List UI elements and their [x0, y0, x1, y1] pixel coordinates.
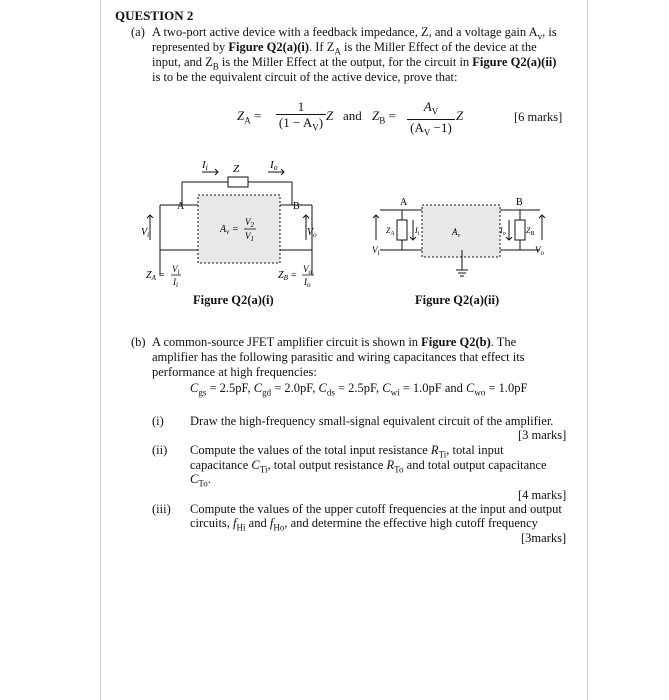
part-a-line3-sub: B: [212, 61, 219, 72]
fig1-label-za-den: $I_i$: [173, 277, 178, 289]
fig1-label-zb-den: $I_o$: [304, 277, 311, 289]
subpart-iii-marks: [3marks]: [521, 531, 567, 545]
part-a-label: (a): [131, 25, 145, 39]
fig2-label-gain: $A_v$: [452, 227, 461, 239]
part-a-line4: is to be the equivalent circuit of the active device, prove that:: [152, 70, 458, 84]
part-a-line2-pre: represented by: [152, 40, 229, 54]
part-a-line3-pre: input, and Z: [152, 55, 213, 69]
part-a-fig-ref: Figure Q2(a)(i): [228, 40, 310, 54]
subpart-i-marks: [3 marks]: [518, 428, 567, 442]
subpart-i-text: Draw the high-frequency small-signal equivalent circuit of the amplifier.: [190, 414, 554, 428]
part-a-line1-tail: , is: [542, 25, 557, 39]
question-title: QUESTION 2: [115, 8, 194, 23]
part-b-line1: A common-source JFET amplifier circuit is shown in Figure Q2(b). The: [152, 335, 517, 349]
equation-za-den: $(1 - A_V)$: [278, 115, 324, 133]
fig1-label-zb-eq: $Z_B$ =: [278, 270, 298, 282]
equation-za-tail: Z: [326, 108, 334, 123]
fig2-label-ii: $I_i$: [415, 226, 420, 237]
figure-q2-a-ii-caption: Figure Q2(a)(ii): [415, 293, 500, 307]
fig2-label-vi: $V_i$: [372, 245, 380, 257]
fig1-label-gain: $A_v$ =: [220, 224, 239, 236]
fig1-device-box: [198, 195, 280, 263]
part-a-line1-text: A two-port active device with a feedback impedance, Z, and a voltage gain A: [152, 25, 538, 39]
part-a-line3-bold: Figure Q2(a)(ii): [472, 55, 557, 69]
fig1-label-z: Z: [233, 163, 240, 175]
part-a-marks: [6 marks]: [514, 110, 563, 124]
fig1-label-zb-num: $V_o$: [303, 264, 312, 276]
equation-zb-tail: Z: [456, 108, 464, 123]
subpart-ii-num: (ii): [152, 443, 168, 457]
subpart-i-num: (i): [152, 414, 164, 428]
equation-and: and: [343, 108, 362, 123]
subpart-ii-line2: capacitance $C_{Ti}$, total output resistance $R_{To}$ and total output capacitance: [190, 458, 547, 475]
subpart-iii-line2: circuits, $f_{Hi}$ and $f_{Ho}$, and determine the effective high cutoff frequency: [190, 516, 538, 533]
equation-za-fraction: [276, 100, 326, 136]
fig1-label-a: A: [177, 201, 185, 212]
part-a-line2-if: . If Z: [309, 40, 335, 54]
equation-zb-fraction: [407, 100, 455, 140]
fig1-label-za-num: $V_i$: [172, 264, 180, 276]
part-b-label: (b): [131, 335, 146, 349]
equation-zb-den: $(A_V -1)$: [410, 119, 452, 138]
subpart-iii-num: (iii): [152, 502, 171, 516]
subpart-ii-line3: $C_{To}$.: [190, 472, 211, 489]
fig2-label-b: B: [516, 197, 523, 208]
part-b-line3: performance at high frequencies:: [152, 365, 317, 379]
figure-q2-a-i-caption: Figure Q2(a)(i): [193, 293, 274, 307]
fig1-label-b: B: [293, 201, 300, 212]
part-a-line2-sub: A: [334, 46, 341, 57]
fig1-label-vi: $V_i$: [141, 227, 150, 239]
fig2-label-a: A: [400, 197, 408, 208]
figure-q2-a-ii: [372, 195, 547, 285]
fig1-label-gain-den: $V_1$: [245, 231, 254, 243]
fig2-label-za: $Z_A$: [386, 226, 395, 237]
subpart-ii-line1: Compute the values of the total input resistance $R_{Ti}$, total input: [190, 443, 504, 460]
equation-za: $Z_A$ =: [237, 108, 262, 126]
fig1-z-impedance: [228, 177, 248, 187]
fig2-label-io: $I_o$: [500, 226, 506, 237]
equation-zb: $Z_B$ =: [372, 108, 396, 126]
equation-za-num: 1: [276, 100, 326, 115]
fig1-label-io: Io: [270, 160, 278, 172]
part-a-line3-mid: is the Miller Effect at the output, for the circuit in: [218, 55, 473, 69]
fig1-label-ii: Ii: [202, 160, 208, 172]
equation-zb-num: $A_V$: [407, 100, 455, 120]
fig1-label-za-eq: $Z_A$ =: [146, 270, 166, 282]
part-a-line2-mid: is the Miller Effect of the device at the: [340, 40, 537, 54]
subpart-ii-marks: [4 marks]: [518, 488, 567, 502]
subpart-iii-line1: Compute the values of the upper cutoff frequencies at the input and output: [190, 502, 562, 516]
figure-q2-a-i: [140, 160, 320, 300]
part-a-line1-sub: v: [537, 31, 543, 42]
fig2-device-box: [422, 205, 500, 257]
fig2-zb-impedance: [515, 220, 525, 240]
fig1-label-vo: $V_o$: [307, 227, 317, 239]
part-b-capacitances: $C_{gs} = 2.5pF$, $C_{gd} = 2.0pF$, $C_{ds} = 2.5pF$, $C_{wi} = 1.0pF$ and $C_{wo} = 1.0pF$: [190, 381, 528, 398]
fig1-label-gain-num: $V_2$: [245, 217, 254, 229]
fig2-label-vo: $V_o$: [535, 245, 544, 257]
part-b-line2: amplifier has the following parasitic and wiring capacitances that effect its: [152, 350, 525, 364]
fig2-za-impedance: [397, 220, 407, 240]
fig2-label-zb: $Z_B$: [526, 226, 535, 237]
